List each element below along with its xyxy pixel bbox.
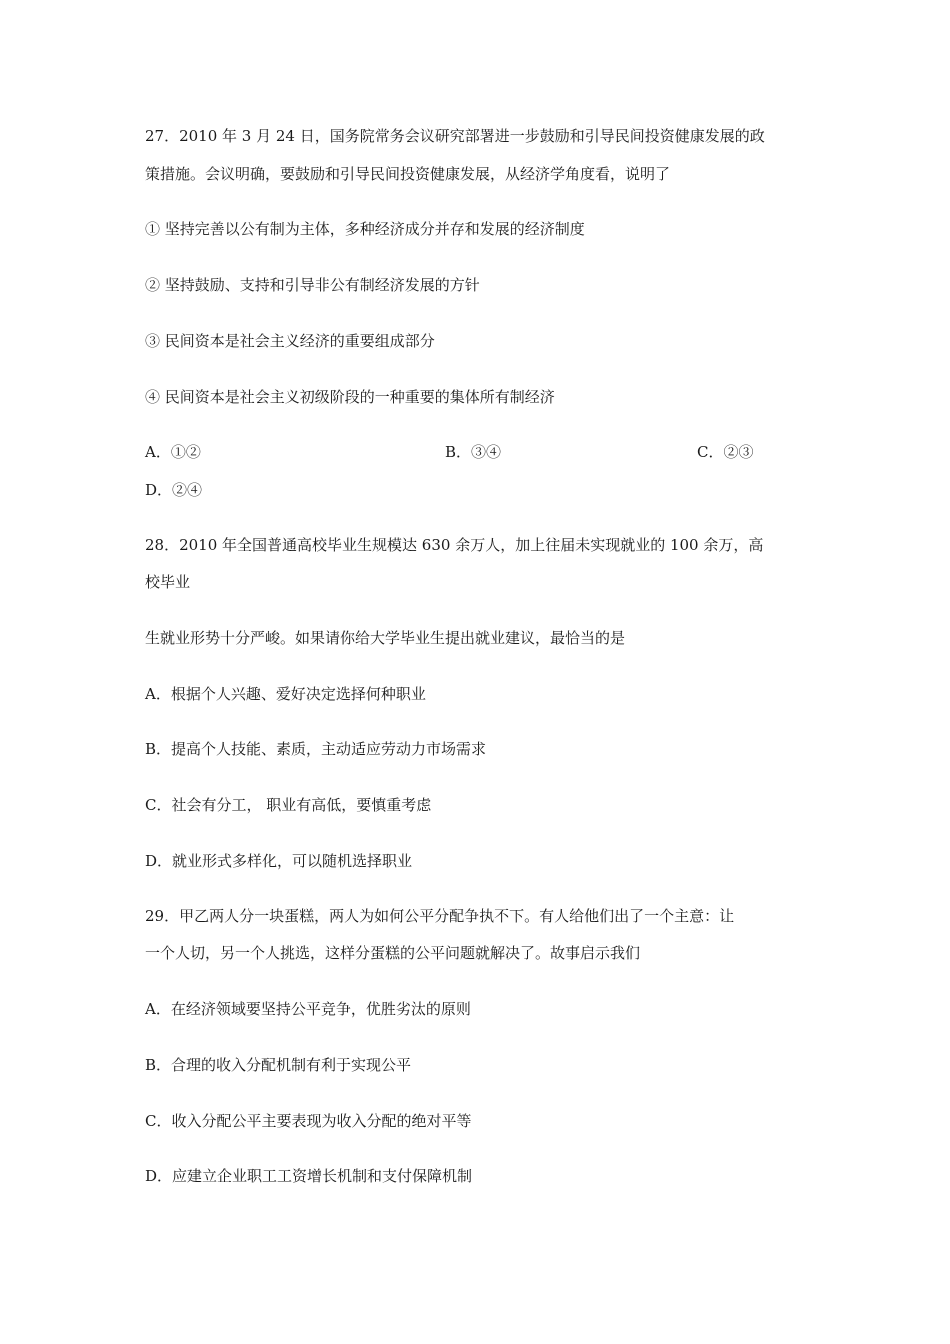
- q27-option-c: C．②③: [697, 443, 754, 461]
- q27-statement-2: ② 坚持鼓励、支持和引导非公有制经济发展的方针: [145, 276, 480, 294]
- q28-option-a: A．根据个人兴趣、爱好决定选择何种职业: [145, 685, 426, 703]
- q29-option-b: B．合理的收入分配机制有利于实现公平: [145, 1056, 412, 1074]
- q29-option-a: A．在经济领域要坚持公平竞争，优胜劣汰的原则: [145, 1000, 471, 1018]
- q27-option-row: [145, 442, 845, 462]
- q28-option-b: B．提高个人技能、素质，主动适应劳动力市场需求: [145, 740, 487, 758]
- q27-statement-3: ③ 民间资本是社会主义经济的重要组成部分: [145, 332, 435, 350]
- q28-option-d: D．就业形式多样化，可以随机选择职业: [145, 852, 413, 870]
- q27-stem-line-2: 策措施。会议明确，要鼓励和引导民间投资健康发展，从经济学角度看，说明了: [145, 165, 671, 183]
- q28-option-c: C．社会有分工， 职业有高低，要慎重考虑: [145, 796, 432, 814]
- q28-stem-line-1: 28．2010 年全国普通高校毕业生规模达 630 余万人，加上往届未实现就业的 100 余万，高: [145, 536, 764, 554]
- q27-statement-4: ④ 民间资本是社会主义初级阶段的一种重要的集体所有制经济: [145, 388, 555, 406]
- q27-stem-line-1: 27．2010 年 3 月 24 日，国务院常务会议研究部署进一步鼓励和引导民间投资健康发展的政: [145, 127, 765, 145]
- q29-stem-line-1: 29．甲乙两人分一块蛋糕，两人为如何公平分配争执不下。有人给他们出了一个主意：让: [145, 907, 735, 925]
- q27-option-b: B．③④: [445, 443, 502, 461]
- q28-stem-line-3: 生就业形势十分严峻。如果请你给大学毕业生提出就业建议，最恰当的是: [145, 629, 626, 647]
- q29-stem-line-2: 一个人切，另一个人挑选，这样分蛋糕的公平问题就解决了。故事启示我们: [145, 944, 641, 962]
- q27-option-d: D．②④: [145, 481, 203, 499]
- q27-option-a: A．①②: [145, 443, 201, 461]
- q27-statement-1: ① 坚持完善以公有制为主体，多种经济成分并存和发展的经济制度: [145, 220, 585, 238]
- q29-option-d: D．应建立企业职工工资增长机制和支付保障机制: [145, 1167, 473, 1185]
- q29-option-c: C．收入分配公平主要表现为收入分配的绝对平等: [145, 1112, 472, 1130]
- q28-stem-line-2: 校毕业: [145, 573, 191, 591]
